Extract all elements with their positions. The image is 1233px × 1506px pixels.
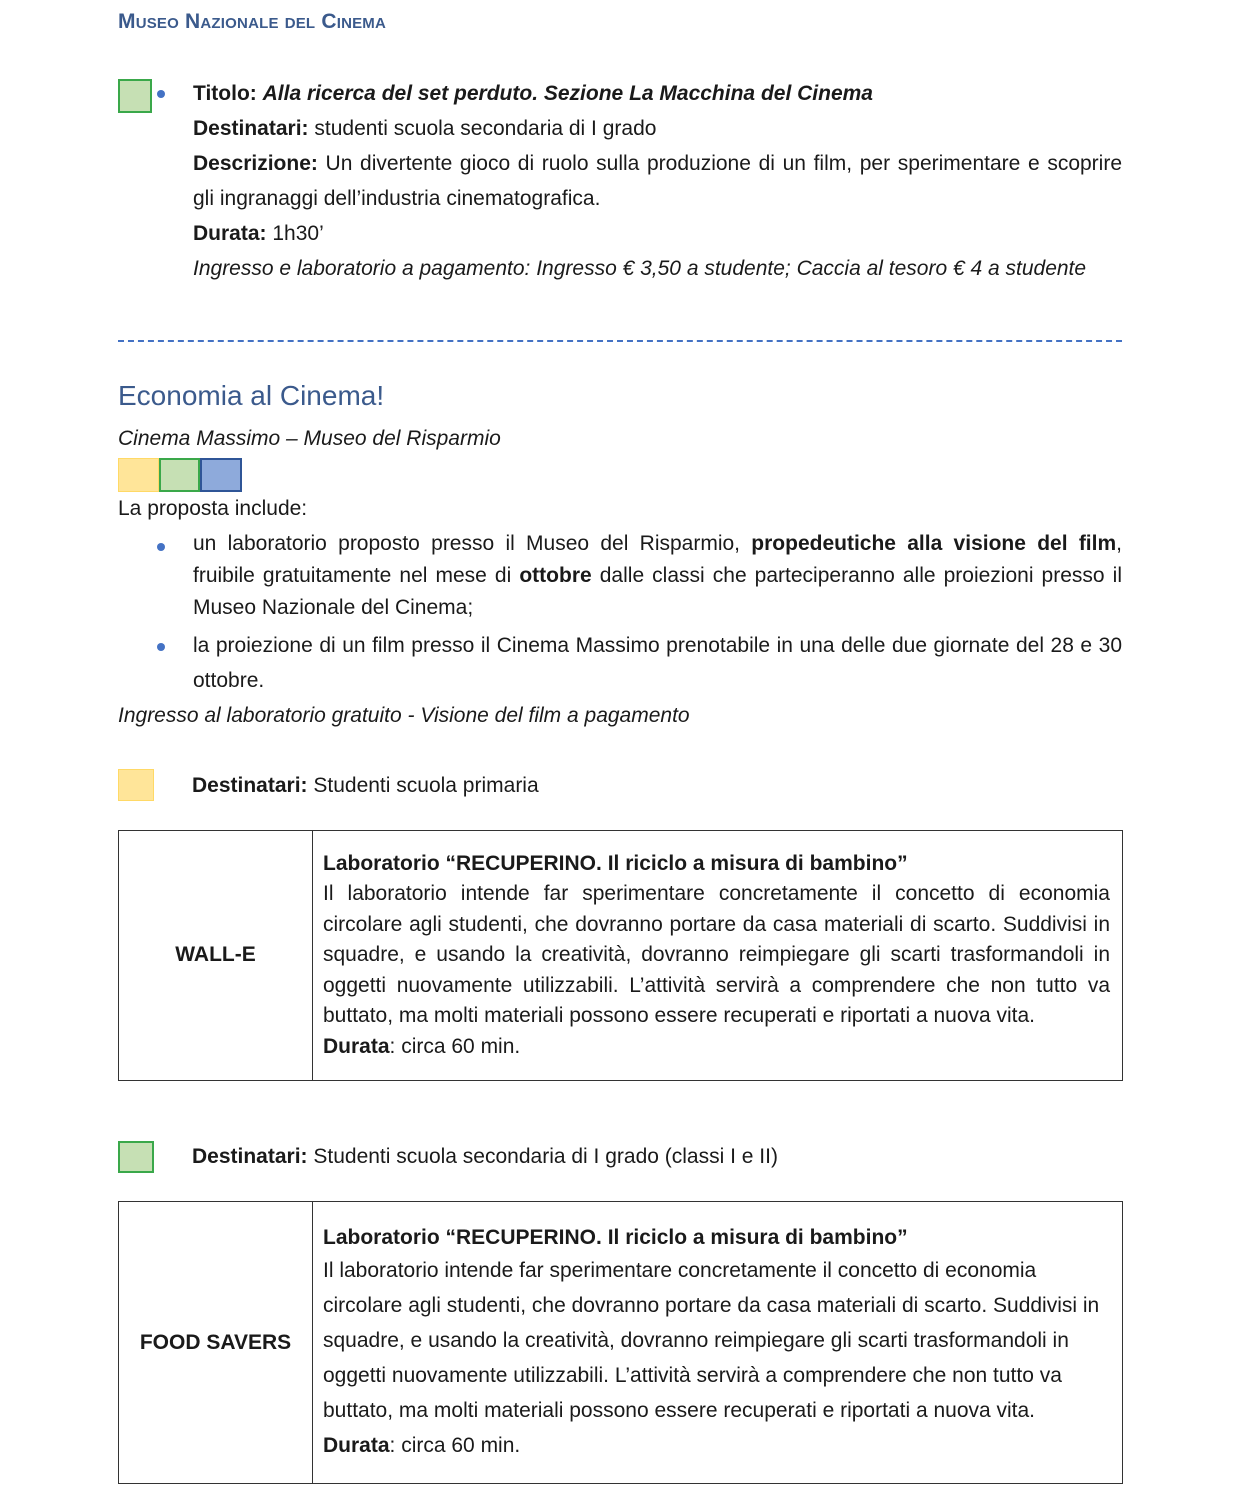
green-level-tag <box>118 1141 154 1173</box>
section-title: Economia al Cinema! <box>118 380 385 411</box>
lab-durata <box>323 1032 1110 1063</box>
page-header: Museo Nazionale del Cinema <box>118 10 387 33</box>
descrizione-paragraph <box>193 146 1122 216</box>
lab-durata-label: Durata <box>323 1034 390 1058</box>
section-subtitle: Cinema Massimo – Museo del Risparmio <box>118 427 501 450</box>
group2-destinatari <box>192 1139 778 1174</box>
prezzo-paragraph: Ingresso e laboratorio a pagamento: Ingresso € 3,50 a studente; Caccia al tesoro € 4 a studente <box>193 257 1087 280</box>
yellow-level-tag <box>118 769 154 801</box>
bullet-1-text-2: , fruibile gratuitamente nel mese di <box>193 532 1122 587</box>
film-title: FOOD SAVERS <box>119 1202 313 1484</box>
lab-durata-label: Durata <box>323 1433 390 1457</box>
titolo-line <box>193 76 873 111</box>
lab-table-2 <box>118 1201 1123 1484</box>
green-level-tag <box>159 458 200 492</box>
section-intro: La proposta include: <box>118 497 308 520</box>
bullet-1-bold-2: ottobre <box>519 564 592 587</box>
bullet-dot <box>157 643 165 651</box>
lab-title: Laboratorio “RECUPERINO. Il riciclo a misura di bambino” <box>323 851 908 875</box>
table-row <box>119 831 1123 1081</box>
blue-level-tag <box>200 458 242 492</box>
lab-durata-value: : circa 60 min. <box>389 1034 521 1058</box>
lab-title: Laboratorio “RECUPERINO. Il riciclo a misura di bambino” <box>323 1225 908 1249</box>
lab-table-1 <box>118 830 1123 1081</box>
yellow-level-tag <box>118 458 159 492</box>
destinatari-value: studenti scuola secondaria di I grado <box>314 117 657 140</box>
lab-text: Il laboratorio intende far sperimentare concretamente il concetto di economia circolare agli studenti, che dovranno portare da casa materiali di scarto. Suddivisi in squadre, e usando la creatività, dovranno reimpiegare gli scarti trasformandoli in oggetti nuovamente utilizzabili. L’attività servirà a comprendere che non tutto va buttato, ma molti materiali possono essere recuperati e riportati a nuova vita. <box>323 1258 1100 1422</box>
durata-label: Durata: <box>193 222 267 245</box>
lab-durata-value: : circa 60 min. <box>389 1433 521 1457</box>
bullet-item-2: la proiezione di un film presso il Cinema Massimo prenotabile in una delle due giornate del 28 e 30 ottobre. <box>193 634 1122 692</box>
bullet-dot <box>157 90 165 98</box>
bullet-dot <box>157 543 165 551</box>
lab-durata <box>323 1428 1110 1463</box>
destinatari-label: Destinatari: <box>193 117 309 140</box>
lab-text: Il laboratorio intende far sperimentare concretamente il concetto di economia circolare agli studenti, che dovranno portare da casa materiali di scarto. Suddivisi in squadre, e usando la creatività, dovranno reimpiegare gli scarti trasformandoli in oggetti nuovamente utilizzabili. L’attività servirà a comprendere che non tutto va buttato, ma molti materiali possono essere recuperati e riportati a nuova vita. <box>323 882 1110 1028</box>
group2-value: Studenti scuola secondaria di I grado (classi I e II) <box>313 1145 778 1168</box>
durata-value: 1h30’ <box>272 222 324 245</box>
bullet-1-bold: propedeutiche alla visione del film <box>751 532 1117 555</box>
lab-description <box>313 1202 1123 1484</box>
section-note: Ingresso al laboratorio gratuito - Visione del film a pagamento <box>118 704 690 727</box>
film-title: WALL-E <box>119 831 313 1081</box>
durata-line <box>193 216 324 251</box>
destinatari-line <box>193 111 656 146</box>
group1-value: Studenti scuola primaria <box>313 774 539 797</box>
group1-destinatari <box>192 768 539 803</box>
section-divider <box>118 340 1122 342</box>
lab-description <box>313 831 1123 1081</box>
bullet-item-1 <box>193 528 1122 624</box>
group2-label: Destinatari: <box>192 1145 308 1168</box>
table-row <box>119 1202 1123 1484</box>
green-level-tag <box>118 79 152 113</box>
titolo-label: Titolo: <box>193 82 257 105</box>
titolo-value: Alla ricerca del set perduto. Sezione La Macchina del Cinema <box>262 82 873 105</box>
group1-label: Destinatari: <box>192 774 308 797</box>
bullet-1-text: un laboratorio proposto presso il Museo del Risparmio, <box>193 532 741 555</box>
bullet-1-text-3: dalle classi che parteciperanno alle proiezioni presso il Museo Nazionale del Cinema; <box>193 564 1122 619</box>
descrizione-label: Descrizione: <box>193 152 318 175</box>
descrizione-value: Un divertente gioco di ruolo sulla produzione di un film, per sperimentare e scoprire gli ingranaggi dell’industria cinematografica. <box>193 152 1123 210</box>
